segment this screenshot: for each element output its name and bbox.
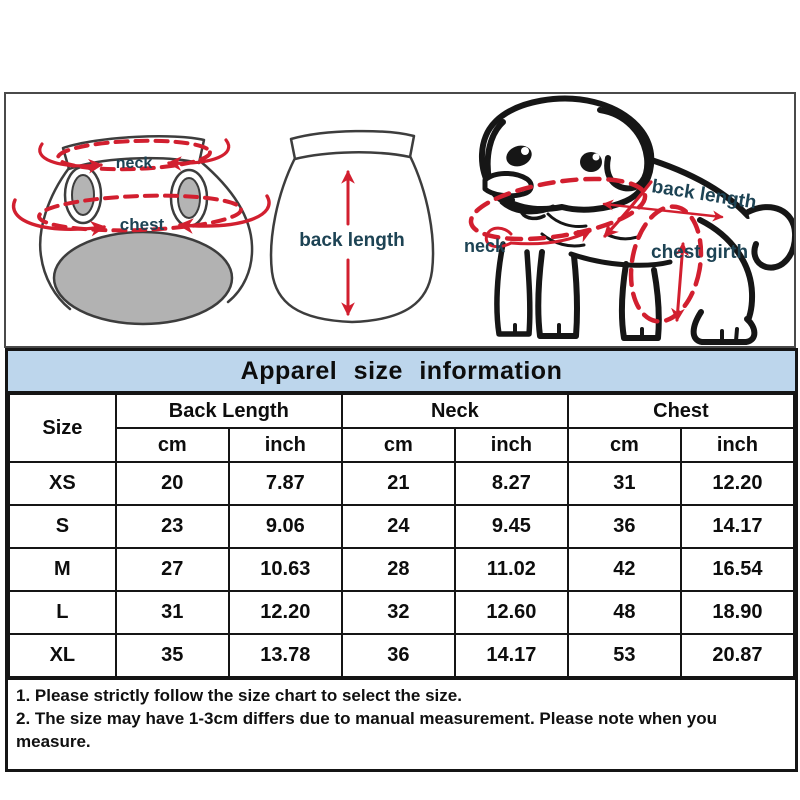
dog-neck-label: neck bbox=[464, 236, 506, 256]
dog-chest-girth-label: chest girth bbox=[651, 242, 749, 263]
value-cell: 28 bbox=[342, 548, 455, 591]
value-cell: 23 bbox=[116, 505, 229, 548]
value-cell: 20 bbox=[116, 462, 229, 505]
value-cell: 12.20 bbox=[229, 591, 342, 634]
value-cell: 9.45 bbox=[455, 505, 568, 548]
illustrations-panel bbox=[4, 92, 796, 348]
front-chest-label: chest bbox=[119, 215, 165, 234]
value-cell: 11.02 bbox=[455, 548, 568, 591]
header-size: Size bbox=[9, 394, 116, 462]
header-unit: cm bbox=[116, 428, 229, 462]
header-unit: inch bbox=[681, 428, 794, 462]
group-header-row bbox=[9, 394, 794, 428]
back-length-label: back length bbox=[299, 230, 405, 251]
table-row-xs bbox=[9, 462, 794, 505]
value-cell: 27 bbox=[116, 548, 229, 591]
table-row-l bbox=[9, 591, 794, 634]
table-row-s bbox=[9, 505, 794, 548]
unit-header-row bbox=[9, 428, 794, 462]
back-garment-diagram bbox=[271, 131, 433, 322]
value-cell: 14.17 bbox=[455, 634, 568, 677]
dog-back-length-arrow bbox=[604, 204, 722, 217]
size-cell: XL bbox=[9, 634, 116, 677]
value-cell: 16.54 bbox=[681, 548, 794, 591]
value-cell: 18.90 bbox=[681, 591, 794, 634]
value-cell: 12.20 bbox=[681, 462, 794, 505]
value-cell: 24 bbox=[342, 505, 455, 548]
garment-bottom-opening bbox=[54, 232, 232, 324]
front-neck-label: neck bbox=[115, 155, 153, 172]
header-unit: cm bbox=[342, 428, 455, 462]
value-cell: 31 bbox=[116, 591, 229, 634]
dog-diagram bbox=[464, 99, 794, 342]
front-garment-diagram bbox=[14, 136, 269, 324]
table-row-xl bbox=[9, 634, 794, 677]
measurement-diagrams bbox=[6, 94, 794, 346]
header-unit: inch bbox=[455, 428, 568, 462]
value-cell: 42 bbox=[568, 548, 681, 591]
value-cell: 14.17 bbox=[681, 505, 794, 548]
value-cell: 20.87 bbox=[681, 634, 794, 677]
table-title: Apparel size information bbox=[8, 351, 795, 393]
value-cell: 32 bbox=[342, 591, 455, 634]
value-cell: 36 bbox=[342, 634, 455, 677]
value-cell: 53 bbox=[568, 634, 681, 677]
value-cell: 9.06 bbox=[229, 505, 342, 548]
value-cell: 31 bbox=[568, 462, 681, 505]
value-cell: 7.87 bbox=[229, 462, 342, 505]
dog-ear-right bbox=[600, 110, 647, 188]
dog-hind-leg-far bbox=[622, 264, 659, 338]
size-table bbox=[8, 393, 795, 678]
value-cell: 10.63 bbox=[229, 548, 342, 591]
value-cell: 35 bbox=[116, 634, 229, 677]
header-back-length: Back Length bbox=[116, 394, 342, 428]
header-unit: inch bbox=[229, 428, 342, 462]
dog-back-length-label: back length bbox=[650, 176, 758, 214]
value-cell: 8.27 bbox=[455, 462, 568, 505]
size-table-panel bbox=[5, 348, 798, 772]
value-cell: 21 bbox=[342, 462, 455, 505]
notes-section bbox=[8, 678, 795, 769]
value-cell: 13.78 bbox=[229, 634, 342, 677]
header-neck: Neck bbox=[342, 394, 568, 428]
size-cell: S bbox=[9, 505, 116, 548]
table-row-m bbox=[9, 548, 794, 591]
header-chest: Chest bbox=[568, 394, 794, 428]
note-1: 1. Please strictly follow the size chart to select the size. bbox=[16, 686, 462, 705]
value-cell: 12.60 bbox=[455, 591, 568, 634]
dog-front-leg-far bbox=[497, 244, 530, 334]
size-cell: L bbox=[9, 591, 116, 634]
size-cell: M bbox=[9, 548, 116, 591]
dog-front-leg-near bbox=[538, 252, 577, 336]
header-unit: cm bbox=[568, 428, 681, 462]
value-cell: 36 bbox=[568, 505, 681, 548]
size-cell: XS bbox=[9, 462, 116, 505]
note-2: 2. The size may have 1-3cm differs due to manual measurement. Please note when you measure. bbox=[16, 709, 718, 751]
dog-tail bbox=[748, 207, 794, 268]
value-cell: 48 bbox=[568, 591, 681, 634]
